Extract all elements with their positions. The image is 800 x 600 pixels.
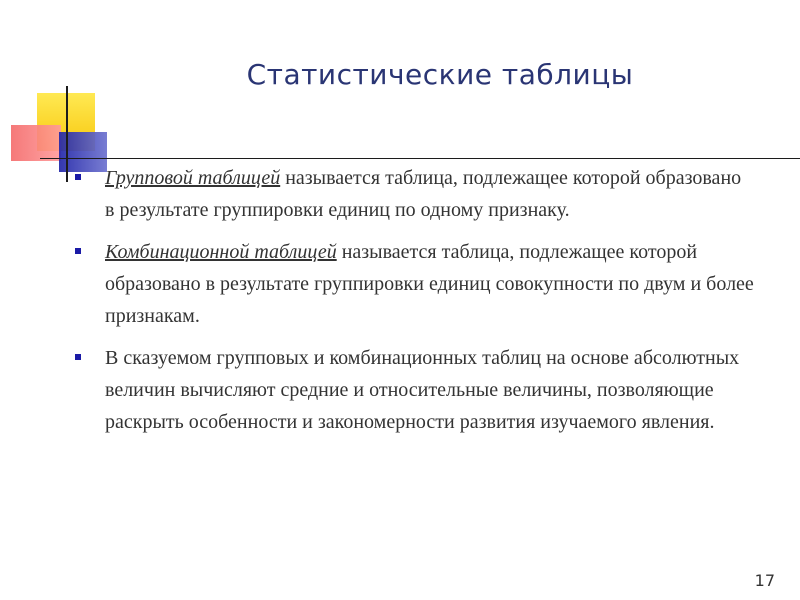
- decorative-red-square: [11, 125, 61, 161]
- bullet-item-3: [75, 342, 755, 438]
- bullet-term: Комбинационной таблицей: [105, 241, 337, 263]
- square-bullet-icon: [75, 354, 81, 360]
- bullet-term: Групповой таблицей: [105, 167, 281, 189]
- bullet-item-2: [75, 236, 755, 332]
- bullet-text: называется таблица, подлежащее которой образовано в результате группировки единиц по одному признаку.: [105, 167, 742, 221]
- bullet-list: [75, 162, 755, 448]
- square-bullet-icon: [75, 174, 81, 180]
- decorative-vertical-line: [66, 86, 68, 182]
- slide-number: 17: [754, 571, 775, 590]
- slide-title: Статистические таблицы: [246, 58, 634, 91]
- decorative-horizontal-line: [40, 158, 800, 159]
- bullet-text: называется таблица, подлежащее которой образовано в результате группировки единиц совокупности по двум и более признакам.: [105, 241, 754, 327]
- bullet-text: В сказуемом групповых и комбинационных таблиц на основе абсолютных величин вычисляют средние и относительные величины, позволяющие раскрыть особенности и закономерности развития изучаемого явления.: [105, 347, 740, 433]
- bullet-item-1: [75, 162, 755, 226]
- square-bullet-icon: [75, 248, 81, 254]
